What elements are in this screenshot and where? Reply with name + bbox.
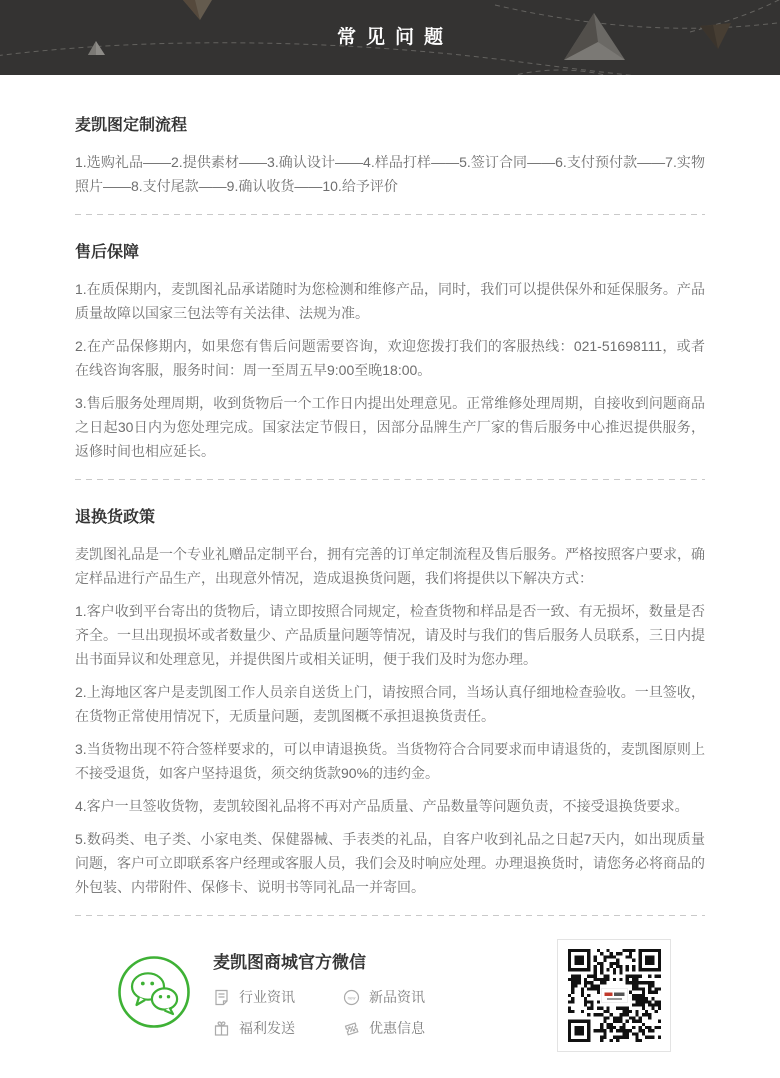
paragraph: 1.在质保期内，麦凯图礼品承诺随时为您检测和维修产品，同时，我们可以提供保外和延保服务。产品质量故障以国家三包法等有关法律、法规为准。	[75, 281, 705, 321]
list-item-label: 福利发送	[239, 1020, 295, 1036]
list-item	[213, 1018, 343, 1038]
page-title: 常见问题	[336, 27, 453, 48]
svg-text:new: new	[347, 994, 356, 1000]
list-item	[343, 987, 473, 1007]
wechat-feature-list	[213, 987, 473, 1038]
paragraph: 3.售后服务处理周期，收到货物后一个工作日内提出处理意见。正常维修处理周期，自接收到问题商品之日起30日内为您处理完成。国家法定节假日，因部分品牌生产厂家的售后服务中心推迟提供服务，返修时间也相应延长。	[75, 395, 705, 459]
list-item-label: 行业资讯	[239, 989, 295, 1005]
paragraph: 2.上海地区客户是麦凯图工作人员亲自送货上门，请按照合同，当场认真仔细地检查验收。一旦签收，在货物正常使用情况下，无质量问题，麦凯图概不承担退换货责任。	[75, 684, 705, 724]
list-item	[343, 1018, 473, 1038]
wechat-qr-code	[557, 939, 671, 1052]
gift-icon	[213, 1020, 230, 1037]
section-custom-process	[75, 115, 705, 198]
section-return-policy	[75, 507, 705, 899]
section-after-sales	[75, 242, 705, 463]
paragraph: 2.在产品保修期内，如果您有售后问题需要咨询，欢迎您拨打我们的客服热线：021-51698111，或者在线咨询客服，服务时间：周一至周五早9:00至晚18:00。	[75, 338, 705, 378]
paragraph: 1.客户收到平台寄出的货物后，请立即按照合同规定，检查货物和样品是否一致、有无损坏，数量是否齐全。一旦出现损坏或者数量少、产品质量问题等情况，请及时与我们的售后服务人员联系，三日内提出书面异议和处理意见，并提供图片或相关证明，便于我们及时为您办理。	[75, 603, 705, 667]
list-item-label: 新品资讯	[369, 989, 425, 1005]
wechat-info	[213, 952, 473, 1038]
dashed-divider	[75, 479, 705, 480]
paragraph: 3.当货物出现不符合签样要求的，可以申请退换货。当货物符合合同要求而申请退货的，麦凯图原则上不接受退货，如客户坚持退货，须交纳货款90%的违约金。	[75, 741, 705, 781]
paragraph: 1.选购礼品——2.提供素材——3.确认设计——4.样品打样——5.签订合同——6.支付预付款——7.实物照片——8.支付尾款——9.确认收货——10.给予评价	[75, 154, 705, 194]
wechat-footer	[75, 916, 705, 1078]
page-header	[0, 0, 780, 75]
wechat-logo-icon	[117, 955, 191, 1029]
paragraph: 麦凯图礼品是一个专业礼赠品定制平台，拥有完善的订单定制流程及售后服务。严格按照客户要求，确定样品进行产品生产，出现意外情况，造成退换货问题，我们将提供以下解决方式：	[75, 546, 705, 586]
document-icon	[213, 989, 230, 1006]
paragraph: 5.数码类、电子类、小家电类、保健器械、手表类的礼品，自客户收到礼品之日起7天内，如出现质量问题，客户可立即联系客户经理或客服人员，我们会及时响应处理。办理退换货时，请您务必将商品的外包装、内带附件、保修卡、说明书等同礼品一并寄回。	[75, 831, 705, 895]
new-badge-icon	[343, 989, 360, 1006]
coupon-icon	[343, 1020, 360, 1037]
paragraph: 4.客户一旦签收货物，麦凯较图礼品将不再对产品质量、产品数量等问题负责，不接受退换货要求。	[75, 798, 689, 814]
list-item	[213, 987, 343, 1007]
faq-content	[0, 115, 780, 1078]
section-heading: 退换货政策	[75, 509, 156, 526]
section-heading: 麦凯图定制流程	[75, 117, 188, 134]
section-heading: 售后保障	[75, 244, 140, 261]
dashed-divider	[75, 214, 705, 215]
wechat-account-title: 麦凯图商城官方微信	[213, 953, 366, 972]
list-item-label: 优惠信息	[369, 1020, 425, 1036]
